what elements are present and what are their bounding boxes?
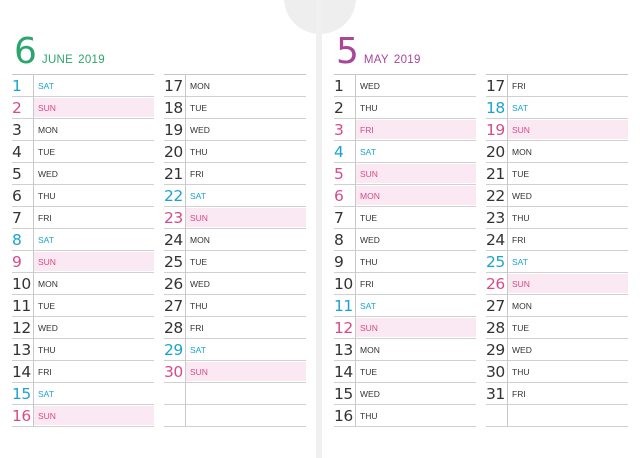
day-number: 11 (12, 297, 31, 315)
day-number: 1 (12, 77, 22, 95)
calendar-day-row (164, 405, 306, 427)
day-number: 11 (334, 297, 353, 315)
calendar-day-row (486, 295, 628, 317)
day-number: 15 (12, 385, 31, 403)
column-divider (185, 317, 186, 339)
weekday-label: TUE (190, 257, 207, 267)
calendar-day-row (164, 141, 306, 163)
column-divider (33, 273, 34, 295)
calendar-day-row (12, 229, 154, 251)
weekday-label: THU (360, 257, 378, 267)
calendar-day-row (334, 97, 476, 119)
weekday-label: SUN (38, 257, 56, 267)
day-number: 14 (12, 363, 31, 381)
calendar-day-row (164, 273, 306, 295)
column-divider (355, 75, 356, 97)
may-page (322, 0, 640, 458)
day-number: 6 (12, 187, 22, 205)
calendar-day-row (164, 295, 306, 317)
may-month-number: 5 (336, 31, 359, 72)
column-divider (185, 229, 186, 251)
calendar-day-row (334, 317, 476, 339)
weekday-label: WED (360, 389, 380, 399)
column-divider (185, 97, 186, 119)
day-number: 9 (12, 253, 22, 271)
column-divider (33, 339, 34, 361)
column-divider (355, 185, 356, 207)
calendar-day-row (164, 339, 306, 361)
day-number: 8 (334, 231, 344, 249)
calendar-day-row (164, 185, 306, 207)
column-divider (355, 383, 356, 405)
weekday-label: FRI (38, 367, 52, 377)
calendar-day-row (334, 295, 476, 317)
weekday-label: FRI (512, 235, 526, 245)
weekday-label: WED (190, 279, 210, 289)
calendar-day-row (486, 97, 628, 119)
calendar-day-row (486, 405, 628, 427)
column-divider (507, 141, 508, 163)
column-divider (33, 75, 34, 97)
column-divider (185, 405, 186, 427)
day-number: 20 (486, 143, 505, 161)
column-divider (33, 141, 34, 163)
column-divider (33, 383, 34, 405)
weekday-label: WED (360, 235, 380, 245)
weekday-label: TUE (360, 213, 377, 223)
column-divider (185, 339, 186, 361)
column-divider (507, 361, 508, 383)
june-header (14, 31, 110, 72)
column-divider (355, 273, 356, 295)
column-divider (185, 185, 186, 207)
weekday-label: FRI (512, 81, 526, 91)
column-divider (507, 251, 508, 273)
column-divider (507, 339, 508, 361)
weekday-label: MON (360, 191, 380, 201)
weekday-label: MON (512, 147, 532, 157)
day-number: 2 (12, 99, 22, 117)
day-number: 3 (12, 121, 22, 139)
column-divider (507, 317, 508, 339)
day-number: 10 (12, 275, 31, 293)
weekday-label: WED (360, 81, 380, 91)
calendar-day-row (164, 163, 306, 185)
weekday-label: SUN (512, 279, 530, 289)
weekday-label: SUN (190, 213, 208, 223)
column-divider (185, 163, 186, 185)
may-header (336, 31, 426, 72)
weekday-label: THU (190, 147, 208, 157)
calendar-day-row (12, 75, 154, 97)
calendar-day-row (486, 251, 628, 273)
column-divider (33, 163, 34, 185)
column-divider (33, 207, 34, 229)
holiday-highlight (356, 120, 476, 139)
day-number: 22 (486, 187, 505, 205)
column-divider (507, 97, 508, 119)
calendar-day-row (334, 273, 476, 295)
calendar-day-row (486, 75, 628, 97)
weekday-label: SAT (38, 81, 54, 91)
june-column-2 (164, 74, 306, 427)
day-number: 20 (164, 143, 183, 161)
column-divider (33, 405, 34, 427)
column-divider (185, 207, 186, 229)
column-divider (33, 251, 34, 273)
day-number: 15 (334, 385, 353, 403)
calendar-day-row (334, 229, 476, 251)
weekday-label: TUE (512, 169, 529, 179)
column-divider (507, 185, 508, 207)
calendar-day-row (12, 295, 154, 317)
weekday-label: SAT (190, 191, 206, 201)
calendar-day-row (12, 251, 154, 273)
calendar-day-row (12, 317, 154, 339)
weekday-label: SAT (360, 301, 376, 311)
calendar-day-row (486, 163, 628, 185)
weekday-label: FRI (360, 279, 374, 289)
column-divider (355, 229, 356, 251)
calendar-day-row (164, 229, 306, 251)
day-number: 22 (164, 187, 183, 205)
weekday-label: THU (512, 367, 530, 377)
day-number: 3 (334, 121, 344, 139)
weekday-label: FRI (38, 213, 52, 223)
weekday-label: WED (38, 169, 58, 179)
column-divider (507, 273, 508, 295)
day-number: 18 (486, 99, 505, 117)
calendar-day-row (334, 361, 476, 383)
weekday-label: WED (512, 191, 532, 201)
may-column-2 (486, 74, 628, 427)
calendar-day-row (334, 251, 476, 273)
day-number: 16 (12, 407, 31, 425)
calendar-day-row (486, 185, 628, 207)
day-number: 18 (164, 99, 183, 117)
day-number: 2 (334, 99, 344, 117)
weekday-label: SAT (512, 257, 528, 267)
day-number: 27 (164, 297, 183, 315)
calendar-day-row (486, 383, 628, 405)
day-number: 25 (164, 253, 183, 271)
weekday-label: TUE (38, 301, 55, 311)
column-divider (185, 361, 186, 383)
day-number: 25 (486, 253, 505, 271)
day-number: 26 (486, 275, 505, 293)
day-number: 10 (334, 275, 353, 293)
day-number: 21 (486, 165, 505, 183)
weekday-label: TUE (512, 323, 529, 333)
weekday-label: THU (360, 411, 378, 421)
calendar-day-row (164, 75, 306, 97)
day-number: 12 (12, 319, 31, 337)
day-number: 13 (12, 341, 31, 359)
calendar-day-row (12, 141, 154, 163)
calendar-day-row (486, 229, 628, 251)
column-divider (507, 163, 508, 185)
calendar-day-row (486, 361, 628, 383)
day-number: 23 (486, 209, 505, 227)
day-number: 19 (164, 121, 183, 139)
weekday-label: TUE (360, 367, 377, 377)
day-number: 4 (334, 143, 344, 161)
column-divider (185, 75, 186, 97)
weekday-label: FRI (360, 125, 374, 135)
weekday-label: MON (190, 235, 210, 245)
weekday-label: SUN (360, 169, 378, 179)
column-divider (355, 317, 356, 339)
day-number: 1 (334, 77, 344, 95)
day-number: 24 (164, 231, 183, 249)
day-number: 4 (12, 143, 22, 161)
weekday-label: MON (190, 81, 210, 91)
day-number: 5 (12, 165, 22, 183)
calendar-day-row (164, 97, 306, 119)
may-year: 2019 (393, 54, 421, 66)
day-number: 16 (334, 407, 353, 425)
weekday-label: WED (190, 125, 210, 135)
weekday-label: THU (190, 301, 208, 311)
weekday-label: WED (38, 323, 58, 333)
column-divider (355, 339, 356, 361)
column-divider (185, 295, 186, 317)
column-divider (355, 163, 356, 185)
calendar-day-row (486, 207, 628, 229)
calendar-day-row (164, 383, 306, 405)
weekday-label: MON (512, 301, 532, 311)
weekday-label: SAT (190, 345, 206, 355)
calendar-day-row (486, 339, 628, 361)
column-divider (507, 119, 508, 141)
weekday-label: FRI (512, 389, 526, 399)
column-divider (185, 251, 186, 273)
column-divider (185, 273, 186, 295)
day-number: 7 (12, 209, 22, 227)
day-number: 24 (486, 231, 505, 249)
weekday-label: MON (38, 125, 58, 135)
calendar-day-row (334, 119, 476, 141)
column-divider (355, 207, 356, 229)
june-month-number: 6 (14, 31, 37, 72)
weekday-label: FRI (190, 323, 204, 333)
day-number: 9 (334, 253, 344, 271)
weekday-label: TUE (190, 103, 207, 113)
may-column-1 (334, 74, 476, 427)
calendar-day-row (164, 207, 306, 229)
weekday-label: SAT (360, 147, 376, 157)
calendar-day-row (486, 119, 628, 141)
weekday-label: SAT (512, 103, 528, 113)
calendar-day-row (12, 207, 154, 229)
day-number: 14 (334, 363, 353, 381)
calendar-day-row (12, 185, 154, 207)
june-month-name: JUNE (41, 54, 74, 66)
weekday-label: THU (360, 103, 378, 113)
day-number: 27 (486, 297, 505, 315)
day-number: 28 (486, 319, 505, 337)
day-number: 12 (334, 319, 353, 337)
calendar-day-row (334, 141, 476, 163)
day-number: 30 (164, 363, 183, 381)
calendar-day-row (334, 207, 476, 229)
column-divider (33, 295, 34, 317)
weekday-label: WED (512, 345, 532, 355)
weekday-label: SUN (512, 125, 530, 135)
day-number: 28 (164, 319, 183, 337)
weekday-label: SAT (38, 389, 54, 399)
column-divider (355, 141, 356, 163)
calendar-day-row (12, 405, 154, 427)
column-divider (185, 119, 186, 141)
weekday-label: SAT (38, 235, 54, 245)
weekday-label: SUN (360, 323, 378, 333)
calendar-day-row (486, 317, 628, 339)
day-number: 30 (486, 363, 505, 381)
weekday-label: SUN (38, 103, 56, 113)
day-number: 23 (164, 209, 183, 227)
weekday-label: SUN (38, 411, 56, 421)
calendar-day-row (164, 251, 306, 273)
day-number: 7 (334, 209, 344, 227)
day-number: 21 (164, 165, 183, 183)
day-number: 17 (486, 77, 505, 95)
calendar-day-row (164, 317, 306, 339)
weekday-label: MON (38, 279, 58, 289)
column-divider (507, 405, 508, 427)
day-number: 19 (486, 121, 505, 139)
day-number: 6 (334, 187, 344, 205)
column-divider (33, 229, 34, 251)
calendar-day-row (12, 163, 154, 185)
column-divider (355, 295, 356, 317)
calendar-day-row (334, 339, 476, 361)
column-divider (507, 75, 508, 97)
column-divider (507, 229, 508, 251)
weekday-label: SUN (190, 367, 208, 377)
weekday-label: THU (512, 213, 530, 223)
calendar-day-row (486, 273, 628, 295)
weekday-label: TUE (38, 147, 55, 157)
column-divider (355, 97, 356, 119)
weekday-label: FRI (190, 169, 204, 179)
calendar-day-row (486, 141, 628, 163)
calendar-day-row (334, 185, 476, 207)
column-divider (185, 383, 186, 405)
column-divider (33, 97, 34, 119)
column-divider (33, 361, 34, 383)
calendar-day-row (334, 405, 476, 427)
calendar-day-row (164, 361, 306, 383)
calendar-day-row (334, 383, 476, 405)
calendar-day-row (12, 361, 154, 383)
column-divider (507, 295, 508, 317)
column-divider (355, 405, 356, 427)
june-page (0, 0, 318, 458)
weekday-label: THU (38, 191, 56, 201)
column-divider (185, 141, 186, 163)
calendar-day-row (12, 97, 154, 119)
weekday-label: MON (360, 345, 380, 355)
calendar-day-row (334, 75, 476, 97)
column-divider (33, 185, 34, 207)
day-number: 5 (334, 165, 344, 183)
june-year: 2019 (78, 54, 105, 66)
day-number: 17 (164, 77, 183, 95)
day-number: 26 (164, 275, 183, 293)
column-divider (33, 317, 34, 339)
column-divider (507, 207, 508, 229)
day-number: 29 (486, 341, 505, 359)
may-month-name: MAY (363, 54, 389, 66)
column-divider (355, 119, 356, 141)
column-divider (355, 361, 356, 383)
june-column-1 (12, 74, 154, 427)
calendar-day-row (12, 273, 154, 295)
column-divider (507, 383, 508, 405)
day-number: 8 (12, 231, 22, 249)
day-number: 31 (486, 385, 505, 403)
calendar-day-row (12, 119, 154, 141)
calendar-day-row (164, 119, 306, 141)
calendar-day-row (334, 163, 476, 185)
day-number: 13 (334, 341, 353, 359)
day-number: 29 (164, 341, 183, 359)
calendar-day-row (12, 383, 154, 405)
column-divider (33, 119, 34, 141)
calendar-day-row (12, 339, 154, 361)
weekday-label: THU (38, 345, 56, 355)
column-divider (355, 251, 356, 273)
